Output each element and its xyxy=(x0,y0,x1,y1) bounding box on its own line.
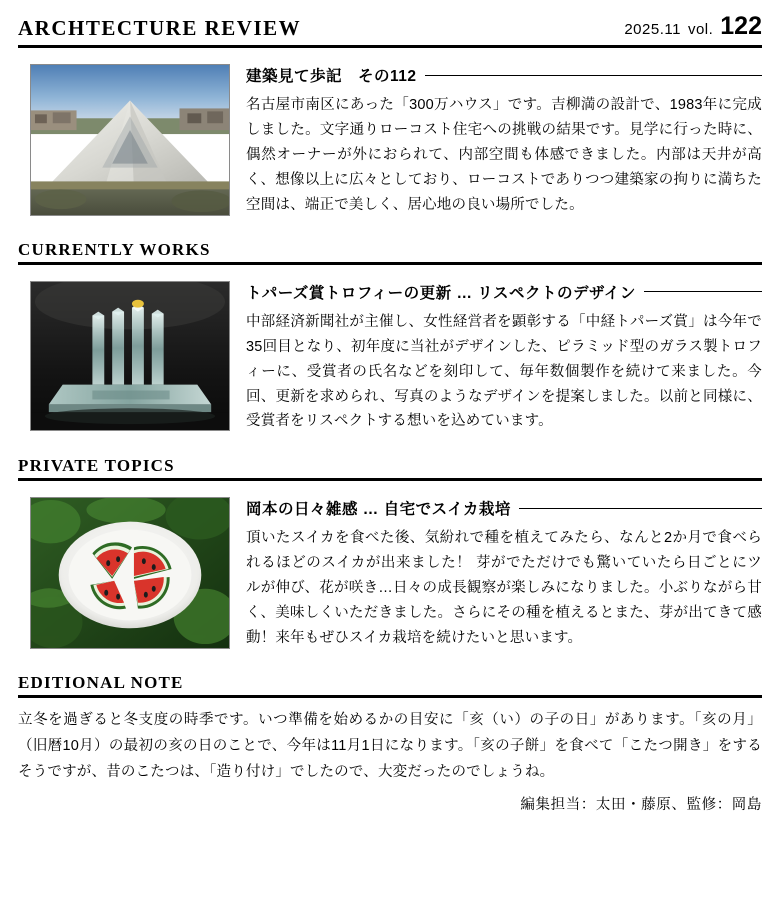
section-divider xyxy=(18,478,762,481)
section-heading: CURRENTLY WORKS xyxy=(18,239,211,259)
article-title: トパーズ賞トロフィーの更新 … リスペクトのデザイン xyxy=(246,284,636,302)
article-private-topics xyxy=(18,497,762,651)
title-rule xyxy=(519,508,762,509)
glass-trophy-photo-graphic xyxy=(31,282,229,430)
publication-title: ARCHTECTURE REVIEW xyxy=(18,16,302,40)
masthead-divider xyxy=(18,45,762,48)
article-paragraph: 中部経済新聞社が主催し、女性経営者を顕彰する「中経トパーズ賞」は今年で35回目となり、初年度に当社がデザインした、ピラミッド型のガラス製トロフィーに、受賞者の氏名などを刻印して、毎年数個製作を続けて来ました。今回、更新を求められ、写真のようなデザインを提案しました。以前と同様に、受賞者をリスペクトする想いを込めています。 xyxy=(246,313,762,430)
editional-note-block xyxy=(18,708,762,814)
editional-note-paragraph: 立冬を過ぎると冬支度の時季です。いつ準備を始めるかの目安に「亥（い）の子の日」があります。「亥の月」（旧暦10月）の最初の亥の日のことで、今年は11月1日になります。「亥の子餅」を食べて「こたつ開き」をするそうですが、昔のこたつは、「造り付け」でしたので、大変だったのでしょうね。 xyxy=(18,712,762,780)
article-title-row xyxy=(246,64,762,86)
section-editional-note xyxy=(18,673,762,698)
article-currently-works xyxy=(18,281,762,435)
article-title: 岡本の日々雑感 … 自宅でスイカ栽培 xyxy=(246,501,511,519)
pyramid-house-photo xyxy=(30,64,230,216)
article-title: 建築見て歩記 その112 xyxy=(246,68,417,85)
title-rule xyxy=(644,291,762,292)
section-private-topics xyxy=(18,456,762,481)
editional-note-credit: 編集担当：太田・藤原、監修：岡島 xyxy=(520,797,762,814)
title-rule xyxy=(425,75,762,76)
section-heading: EDITIONAL NOTE xyxy=(18,673,184,693)
section-divider xyxy=(18,695,762,698)
volume-number: 122 xyxy=(720,12,762,40)
volume-label: vol. xyxy=(687,21,714,38)
article-title-row xyxy=(246,497,762,519)
article-title-row xyxy=(246,281,762,303)
pyramid-house-photo-graphic xyxy=(31,65,229,215)
section-divider xyxy=(18,262,762,265)
article-body xyxy=(246,497,762,651)
section-currently-works xyxy=(18,240,762,265)
watermelon-plate-photo-graphic xyxy=(31,498,229,648)
article-paragraph: 名古屋市南区にあった「300万ハウス」です。吉柳満の設計で、1983年に完成しました。文字通りローコスト住宅への挑戦の結果です。見学に行った時に、偶然オーナーが外におられて、内部空間も体感できました。内部は天井が高く、想像以上に広々としており、ローコストでありつつ建築家の拘りに満ちた空間は、端正で美しく、居心地の良い場所でした。 xyxy=(246,97,762,213)
issue-info xyxy=(624,12,762,41)
article-paragraph: 頂いたスイカを食べた後、気紛れで種を植えてみたら、なんと2か月で食べられるほどのスイカが出来ました！ 芽がでただけでも驚いていたら日ごとにツルが伸び、花が咲き…日々の成長観察が楽しみになりました。小ぶりながら甘く、美味しくいただきました。さらにその種を植えるとまた、芽が出てきて感動！来年もぜひスイカ栽培を続けたいと思います。 xyxy=(246,530,762,647)
issue-date: 2025.11 xyxy=(624,21,681,38)
glass-trophy-photo xyxy=(30,281,230,431)
section-heading: PRIVATE TOPICS xyxy=(18,456,175,476)
watermelon-plate-photo xyxy=(30,497,230,649)
masthead xyxy=(18,0,762,45)
article-body xyxy=(246,281,762,435)
article-architecture-review xyxy=(18,64,762,218)
article-body xyxy=(246,64,762,218)
